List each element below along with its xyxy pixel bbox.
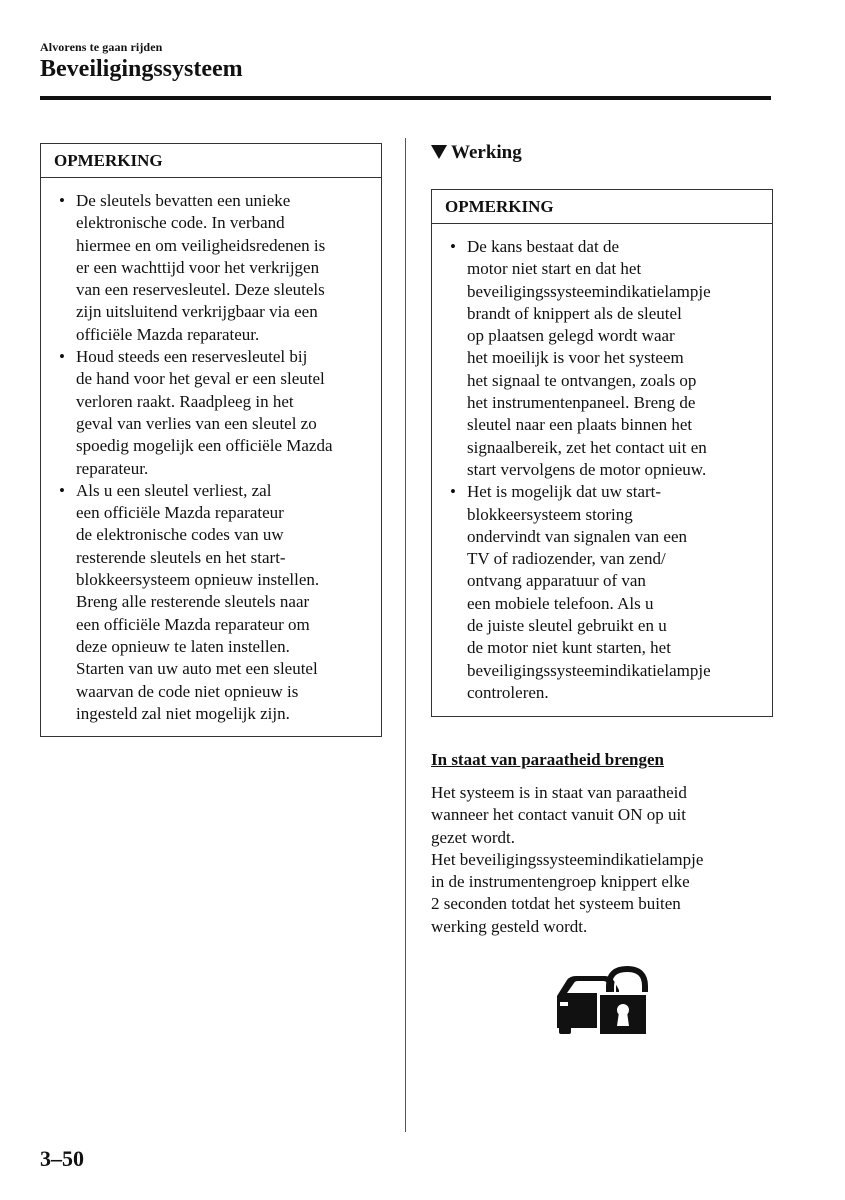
text-line: Breng alle resterende sleutels naar [76,592,310,612]
note-box-right [431,189,773,717]
text-line: ingesteld zal niet mogelijk zijn. [76,703,290,723]
text-line: het instrumentenpaneel. Breng de [467,393,696,413]
list-item [41,346,381,480]
bullet: • [59,347,65,367]
text-line: geval van verlies van een sleutel zo [76,413,317,433]
note-heading: OPMERKING [41,144,381,178]
text-line: signaalbereik, zet het contact uit en [467,437,707,457]
text-line: een officiële Mazda reparateur om [76,614,310,634]
text-line: ontvang apparatuur of van [467,571,646,591]
bullet: • [450,237,456,256]
text-line: werking gesteld wordt. [431,916,588,936]
text-line: Het beveiligingssysteemindikatielampje [431,849,704,869]
bullet: • [450,482,456,502]
note-box-left [40,143,382,737]
text-line: de motor niet kunt starten, het [467,638,671,658]
text-line: De sleutels bevatten een unieke [76,191,291,210]
note-list [432,224,772,704]
text-line: in de instrumentengroep knippert elke [431,872,690,892]
text-line: start vervolgens de motor opnieuw. [467,459,707,479]
list-item [41,480,381,725]
text-line: Als u een sleutel verliest, zal [76,480,272,500]
triangle-down-icon [431,145,447,159]
text-line: hiermee en om veiligheidsredenen is [76,235,326,255]
armed-subheading: In staat van paraatheid brengen [431,750,664,769]
page-title: Beveiligingssysteem [40,56,243,82]
text-line: de juiste sleutel gebruikt en u [467,616,667,636]
text-line: beveiligingssysteemindikatielampje [467,660,711,680]
section-heading-label: Werking [451,142,522,163]
column-divider [405,138,406,1132]
text-line: blokkeersysteem opnieuw instellen. [76,570,320,590]
text-line: 2 seconden totdat het systeem buiten [431,894,681,914]
text-line: op plaatsen gelegd wordt waar [467,326,675,346]
text-line: De kans bestaat dat de [467,237,619,256]
text-line: elektronische code. In verband [76,213,285,233]
list-item [41,190,381,346]
text-line: verloren raakt. Raadpleeg in het [76,391,294,411]
note-heading: OPMERKING [432,190,772,224]
section-heading [431,142,522,164]
breadcrumb: Alvorens te gaan rijden [40,40,163,54]
text-line: ondervindt van signalen van een [467,526,687,546]
text-line: controleren. [467,682,549,702]
text-line: motor niet start en dat het [467,259,642,279]
text-line: een mobiele telefoon. Als u [467,593,654,613]
title-rule [40,96,771,100]
text-line: waarvan de code niet opnieuw is [76,681,299,701]
text-line: officiële Mazda reparateur. [76,324,260,344]
text-line: deze opnieuw te laten instellen. [76,636,290,656]
security-indicator-car-lock-icon [553,966,649,1041]
text-line: brandt of knippert als de sleutel [467,303,682,323]
page-number: 3–50 [40,1146,84,1171]
text-line: reparateur. [76,458,149,478]
text-line: beveiligingssysteemindikatielampje [467,281,711,301]
text-line: de elektronische codes van uw [76,525,284,545]
list-item [432,481,772,704]
text-line: de hand voor het geval er een sleutel [76,369,325,389]
list-item [432,236,772,481]
note-list [41,178,381,725]
text-line: er een wachttijd voor het verkrijgen [76,257,320,277]
text-line: het moeilijk is voor het systeem [467,348,684,368]
text-line: blokkeersysteem storing [467,504,633,524]
text-line: Het systeem is in staat van paraatheid [431,783,687,802]
text-line: wanneer het contact vanuit ON op uit [431,805,686,825]
text-line: spoedig mogelijk een officiële Mazda [76,436,333,456]
text-line: gezet wordt. [431,827,516,847]
text-line: zijn uitsluitend verkrijgbaar via een [76,302,318,322]
text-line: resterende sleutels en het start- [76,547,286,567]
text-line: Houd steeds een reservesleutel bij [76,347,308,367]
text-line: TV of radiozender, van zend/ [467,549,666,569]
text-line: van een reservesleutel. Deze sleutels [76,280,325,300]
text-line: sleutel naar een plaats binnen het [467,415,693,435]
text-line: het signaal te ontvangen, zoals op [467,370,697,390]
armed-paragraph [431,782,776,938]
text-line: Het is mogelijk dat uw start- [467,482,662,502]
text-line: Starten van uw auto met een sleutel [76,659,318,679]
text-line: een officiële Mazda reparateur [76,503,284,523]
bullet: • [59,191,65,210]
bullet: • [59,480,65,500]
